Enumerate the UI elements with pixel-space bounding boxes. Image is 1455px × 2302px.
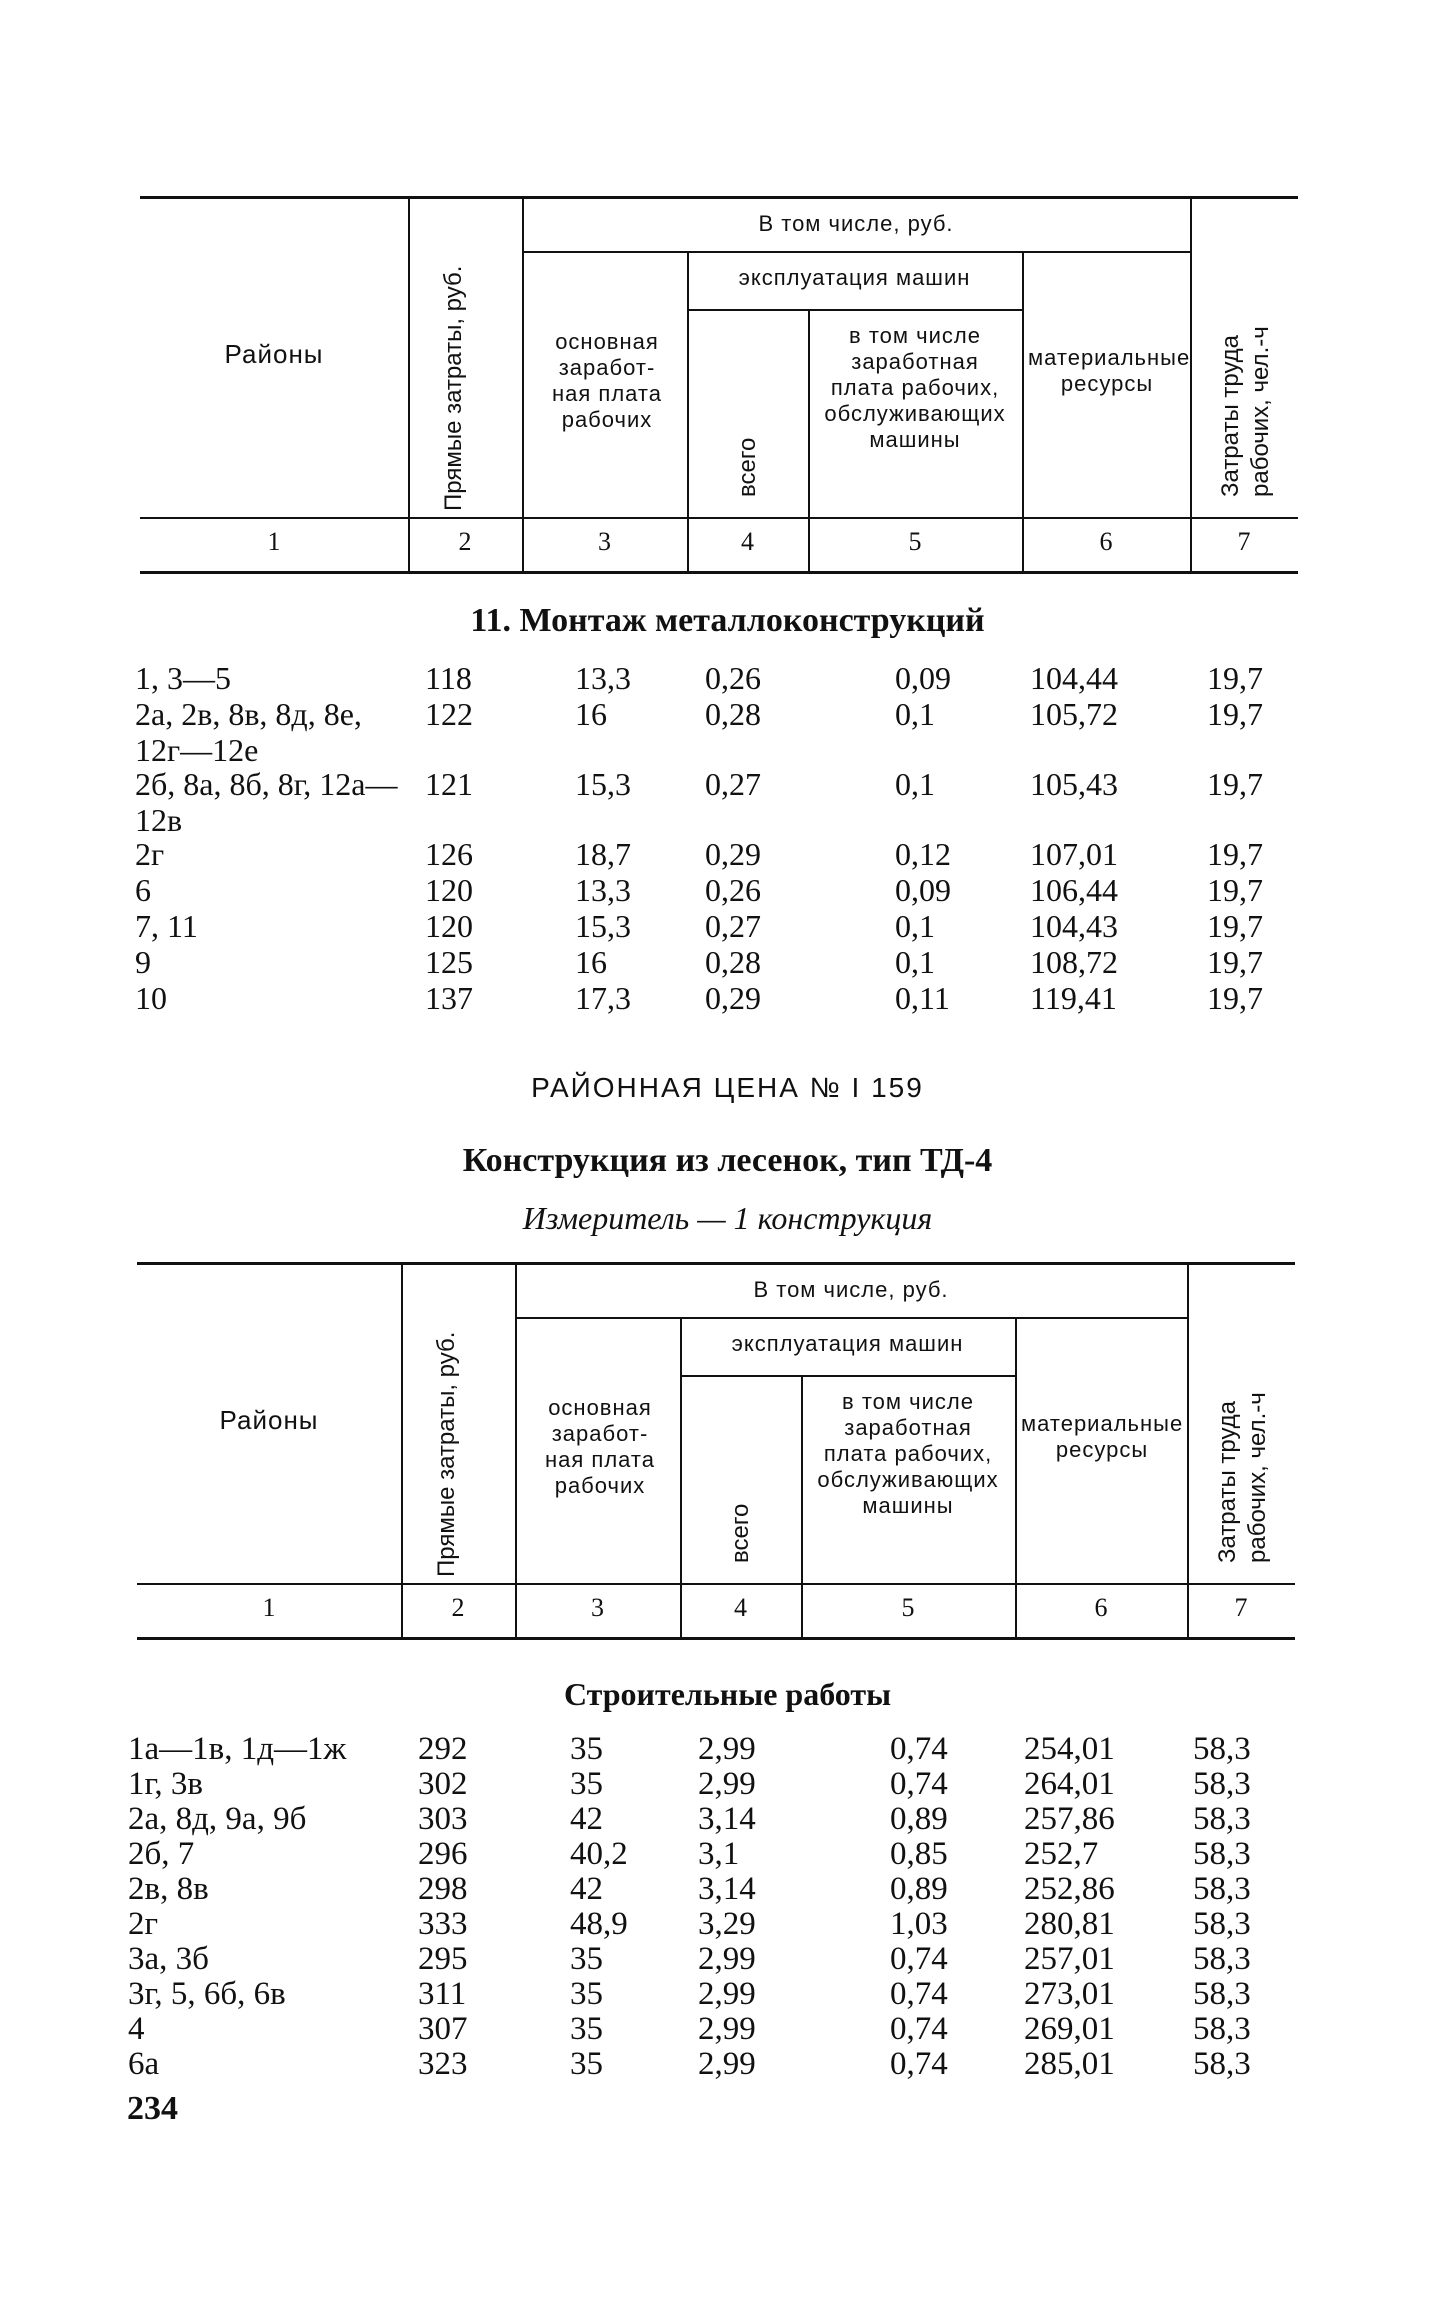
col-number: 7 [1234,1593,1248,1622]
table-cell: 295 [418,1941,468,1977]
table-cell: 35 [570,1766,603,1802]
table-cell: 2б, 8а, 8б, 8г, 12а—12в [135,766,398,838]
table-row [135,980,1305,1016]
table-row [128,1802,1298,1837]
table-cell: 1,03 [890,1906,948,1942]
table-cell: 42 [570,1801,603,1837]
col-number: 2 [458,527,472,556]
table-row [128,2012,1298,2047]
table-cell: 2,99 [698,2011,756,2047]
table-cell: 0,74 [890,1941,948,1977]
table-cell: 3а, 3б [128,1941,209,1977]
table-cell: 311 [418,1976,467,2012]
table-cell: 18,7 [575,836,631,872]
table-cell: 19,7 [1207,872,1263,908]
table-cell: 48,9 [570,1906,628,1942]
table-cell: 122 [425,696,473,732]
table-cell: 2а, 2в, 8в, 8д, 8е, 12г—12е [135,696,362,768]
table-cell: 273,01 [1024,1976,1115,2012]
col-number: 6 [1094,1593,1108,1622]
header-including: В том числе, руб. [758,211,954,236]
table-cell: 3,14 [698,1871,756,1907]
table-cell: 0,27 [705,766,761,802]
col-number: 5 [901,1593,915,1622]
table-cell: 35 [570,1941,603,1977]
table-cell: 298 [418,1871,468,1907]
header-total: всего [727,1503,754,1563]
table-row [135,836,1305,872]
table-cell: 19,7 [1207,908,1263,944]
table-cell: 58,3 [1193,2046,1251,2082]
table-header-1 [140,196,1298,574]
header-total: всего [734,437,761,497]
col-number: 4 [734,1593,747,1622]
table-cell: 257,01 [1024,1941,1115,1977]
table-cell: 264,01 [1024,1766,1115,1802]
table-cell: 42 [570,1871,603,1907]
table-cell: 0,26 [705,872,761,908]
col-number: 2 [451,1593,465,1622]
table-cell: 2,99 [698,1941,756,1977]
table-cell: 2,99 [698,1731,756,1767]
table-cell: 252,86 [1024,1871,1115,1907]
table-cell: 13,3 [575,872,631,908]
table-cell: 307 [418,2011,468,2047]
table-cell: 3г, 5, 6б, 6в [128,1976,286,2012]
table-row [128,1872,1298,1907]
table-cell: 15,3 [575,766,631,802]
table-row [128,1837,1298,1872]
table-cell: 13,3 [575,660,631,696]
table-cell: 280,81 [1024,1906,1115,1942]
table-cell: 19,7 [1207,980,1263,1016]
table-cell: 10 [135,980,167,1016]
table-cell: 292 [418,1731,468,1767]
table-cell: 0,28 [705,944,761,980]
header-machine-operation: эксплуатация машин [738,265,971,290]
table-cell: 125 [425,944,473,980]
header-base-wage: основная заработ-ная плата рабочих [552,329,662,432]
table-cell: 19,7 [1207,660,1263,696]
table-cell: 0,09 [895,660,951,696]
table-cell: 9 [135,944,151,980]
table-cell: 106,44 [1030,872,1118,908]
table-cell: 0,1 [895,944,935,980]
table-row [135,944,1305,980]
table-cell: 58,3 [1193,1871,1251,1907]
table-cell: 257,86 [1024,1801,1115,1837]
table-cell: 0,1 [895,908,935,944]
table-cell: 58,3 [1193,1731,1251,1767]
table-cell: 105,72 [1030,696,1118,732]
table-row [128,1942,1298,1977]
table-cell: 0,1 [895,766,935,802]
table-cell: 0,89 [890,1801,948,1837]
header-machine-wage: в том числе заработная плата рабочих, обслуживающих машины [817,1389,999,1518]
col-number: 7 [1237,527,1251,556]
table-cell: 58,3 [1193,2011,1251,2047]
table-cell: 16 [575,696,607,732]
header-districts: Районы [219,1405,319,1435]
header-districts: Районы [224,339,324,369]
table-cell: 2,99 [698,1976,756,2012]
table-row [135,766,1305,836]
table-cell: 58,3 [1193,1941,1251,1977]
price-heading: РАЙОННАЯ ЦЕНА № I 159 [531,1072,924,1103]
header-machine-wage: в том числе заработная плата рабочих, обслуживающих машины [824,323,1006,452]
table-cell: 0,12 [895,836,951,872]
table-cell: 107,01 [1030,836,1118,872]
table-row [135,872,1305,908]
table-row [128,1907,1298,1942]
col-number: 4 [741,527,754,556]
table-cell: 35 [570,2046,603,2082]
table-cell: 302 [418,1766,468,1802]
table-cell: 2а, 8д, 9а, 9б [128,1801,307,1837]
table-cell: 58,3 [1193,1906,1251,1942]
col-number: 3 [591,1593,604,1622]
construction-title: Конструкция из лесенок, тип ТД-4 [462,1142,993,1179]
table-cell: 121 [425,766,473,802]
table-cell: 16 [575,944,607,980]
table-cell: 58,3 [1193,1836,1251,1872]
table-cell: 15,3 [575,908,631,944]
header-direct-costs: Прямые затраты, руб. [440,265,467,511]
table-cell: 296 [418,1836,468,1872]
col-number: 3 [598,527,611,556]
table-cell: 2,99 [698,1766,756,1802]
table-cell: 0,74 [890,2011,948,2047]
table-cell: 0,27 [705,908,761,944]
table-cell: 323 [418,2046,468,2082]
table-cell: 0,89 [890,1871,948,1907]
header-machine-operation: эксплуатация машин [731,1331,964,1356]
table-cell: 108,72 [1030,944,1118,980]
table-cell: 105,43 [1030,766,1118,802]
table-row [128,1732,1298,1767]
header-labor: Затраты труда рабочих, чел.-ч [1217,326,1274,497]
table-cell: 0,74 [890,1766,948,1802]
header-base-wage: основная заработ-ная плата рабочих [545,1395,655,1498]
table-cell: 118 [425,660,472,696]
header-materials: материальные ресурсы [1021,1411,1184,1462]
table-cell: 0,09 [895,872,951,908]
table-cell: 3,1 [698,1836,740,1872]
table-cell: 1, 3—5 [135,660,231,696]
table-cell: 269,01 [1024,2011,1115,2047]
table-cell: 254,01 [1024,1731,1115,1767]
table-cell: 58,3 [1193,1801,1251,1837]
table-row [128,2047,1298,2082]
table-cell: 3,29 [698,1906,756,1942]
table-cell: 285,01 [1024,2046,1115,2082]
col-number: 6 [1099,527,1113,556]
table-cell: 35 [570,2011,603,2047]
col-number: 5 [908,527,922,556]
page-number: 234 [127,2090,178,2127]
table-cell: 40,2 [570,1836,628,1872]
header-direct-costs: Прямые затраты, руб. [433,1331,460,1577]
table-cell: 17,3 [575,980,631,1016]
table-cell: 104,44 [1030,660,1118,696]
table-cell: 58,3 [1193,1766,1251,1802]
table-cell: 6а [128,2046,160,2082]
table-cell: 1г, 3в [128,1766,203,1802]
table-cell: 0,85 [890,1836,948,1872]
table-cell: 120 [425,872,473,908]
table-cell: 137 [425,980,473,1016]
table-cell: 303 [418,1801,468,1837]
table-cell: 0,29 [705,836,761,872]
table-row [135,908,1305,944]
table-cell: 333 [418,1906,468,1942]
table-cell: 0,29 [705,980,761,1016]
table-cell: 58,3 [1193,1976,1251,2012]
measure-line: Измеритель — 1 конструкция [522,1200,933,1236]
table-cell: 2г [135,836,165,872]
table-cell: 19,7 [1207,944,1263,980]
table-cell: 19,7 [1207,836,1263,872]
header-materials: материальные ресурсы [1028,345,1191,396]
table-cell: 3,14 [698,1801,756,1837]
table-cell: 104,43 [1030,908,1118,944]
header-including: В том числе, руб. [753,1277,949,1302]
table-cell: 35 [570,1976,603,2012]
table-cell: 0,11 [895,980,950,1016]
table-cell: 120 [425,908,473,944]
section1-title: 11. Монтаж металлоконструкций [470,602,985,639]
header-labor: Затраты труда рабочих, чел.-ч [1214,1392,1271,1563]
table-cell: 6 [135,872,151,908]
table-cell: 119,41 [1030,980,1117,1016]
table-cell: 252,7 [1024,1836,1099,1872]
table-cell: 126 [425,836,473,872]
table-cell: 2в, 8в [128,1871,209,1907]
table-cell: 0,74 [890,2046,948,2082]
table-cell: 4 [128,2011,145,2047]
col-number: 1 [267,527,281,556]
section2-rows [128,1732,1298,2082]
table-cell: 35 [570,1731,603,1767]
table-cell: 2б, 7 [128,1836,195,1872]
table-cell: 2г [128,1906,159,1942]
table-row [135,660,1305,696]
table-cell: 0,1 [895,696,935,732]
table-cell: 0,74 [890,1731,948,1767]
table-cell: 19,7 [1207,766,1263,802]
table-cell: 0,26 [705,660,761,696]
table-cell: 2,99 [698,2046,756,2082]
table-row [128,1977,1298,2012]
section2-title: Строительные работы [563,1676,892,1712]
table-cell: 0,74 [890,1976,948,2012]
table-cell: 0,28 [705,696,761,732]
table-cell: 19,7 [1207,696,1263,732]
section1-rows [135,660,1305,1016]
table-row [135,696,1305,766]
table-cell: 7, 11 [135,908,198,944]
table-header-2 [137,1262,1295,1640]
col-number: 1 [262,1593,276,1622]
table-cell: 1а—1в, 1д—1ж [128,1731,347,1767]
table-row [128,1767,1298,1802]
